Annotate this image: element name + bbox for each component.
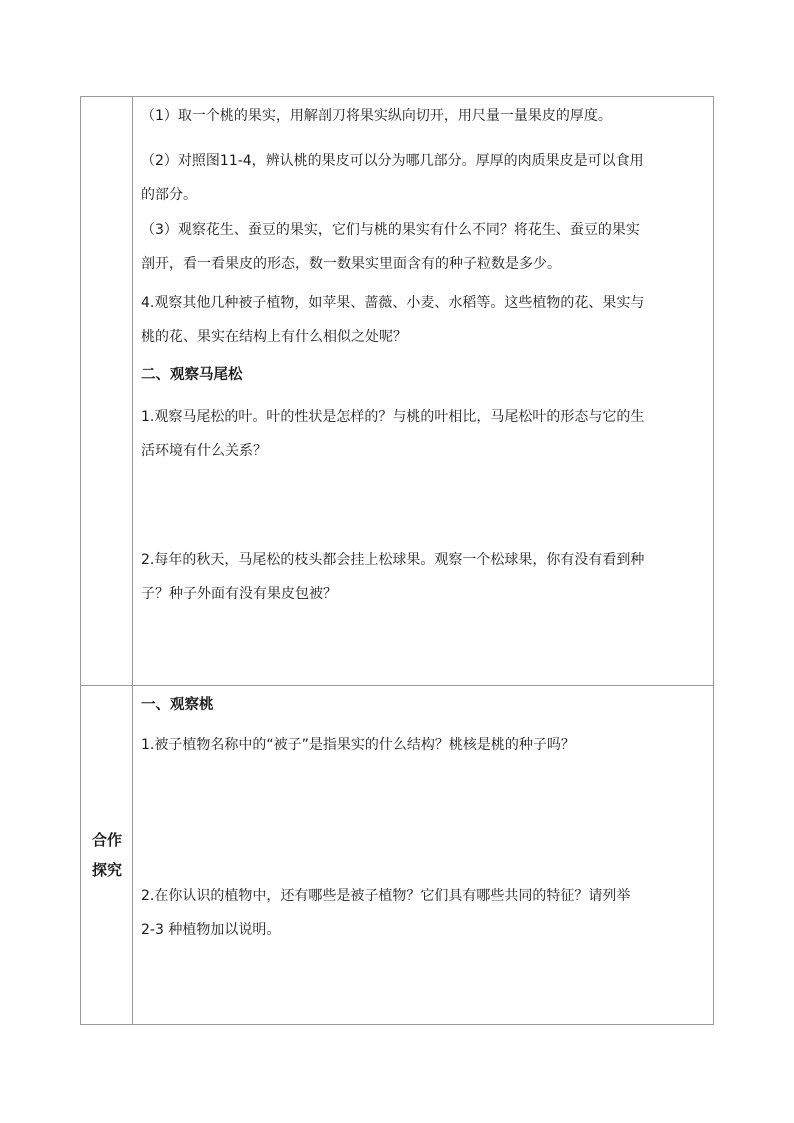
worksheet-table xyxy=(80,96,714,1025)
step-1-cut-peach: （1）取一个桃的果实，用解剖刀将果实纵向切开，用尺量一量果皮的厚度。 xyxy=(141,108,612,124)
section-heading-pine: 二、观察马尾松 xyxy=(141,367,243,383)
pine-question-2: 2.每年的秋天，马尾松的枝头都会挂上松球果。观察一个松球果，你有没有看到种 子？种子外面有没有果皮包被？ xyxy=(141,552,645,602)
row-label-cooperative-inquiry: 合作 探究 xyxy=(91,831,122,879)
pine-question-1: 1.观察马尾松的叶。叶的性状是怎样的？与桃的叶相比，马尾松叶的形态与它的生 活环境有什么关系？ xyxy=(141,409,645,459)
step-2-identify-pericarp: （2）对照图11-4，辨认桃的果皮可以分为哪几部分。厚厚的肉质果皮是可以食用 的部分。 xyxy=(141,153,644,203)
row-label-cell xyxy=(81,686,133,1024)
row-content-cell xyxy=(133,97,713,685)
peach-question-2: 2.在你认识的植物中，还有哪些是被子植物？它们具有哪些共同的特征？请列举 2-3 种植物加以说明。 xyxy=(141,888,631,938)
section-heading-peach: 一、观察桃 xyxy=(141,697,214,713)
step-3-peanut-bean: （3）观察花生、蚕豆的果实，它们与桃的果实有什么不同？将花生、蚕豆的果实 剖开，看一看果皮的形态，数一数果实里面含有的种子粒数是多少。 xyxy=(141,222,640,272)
table-row-cooperative-inquiry xyxy=(81,686,713,1024)
row-content-cell xyxy=(133,686,713,1024)
table-row-observation xyxy=(81,97,713,686)
peach-question-1: 1.被子植物名称中的“被子”是指果实的什么结构？桃核是桃的种子吗？ xyxy=(141,737,575,753)
row-label-cell xyxy=(81,97,133,685)
step-4-other-angiosperms: 4.观察其他几种被子植物，如苹果、蔷薇、小麦、水稻等。这些植物的花、果实与 桃的花、果实在结构上有什么相似之处呢？ xyxy=(141,295,645,345)
